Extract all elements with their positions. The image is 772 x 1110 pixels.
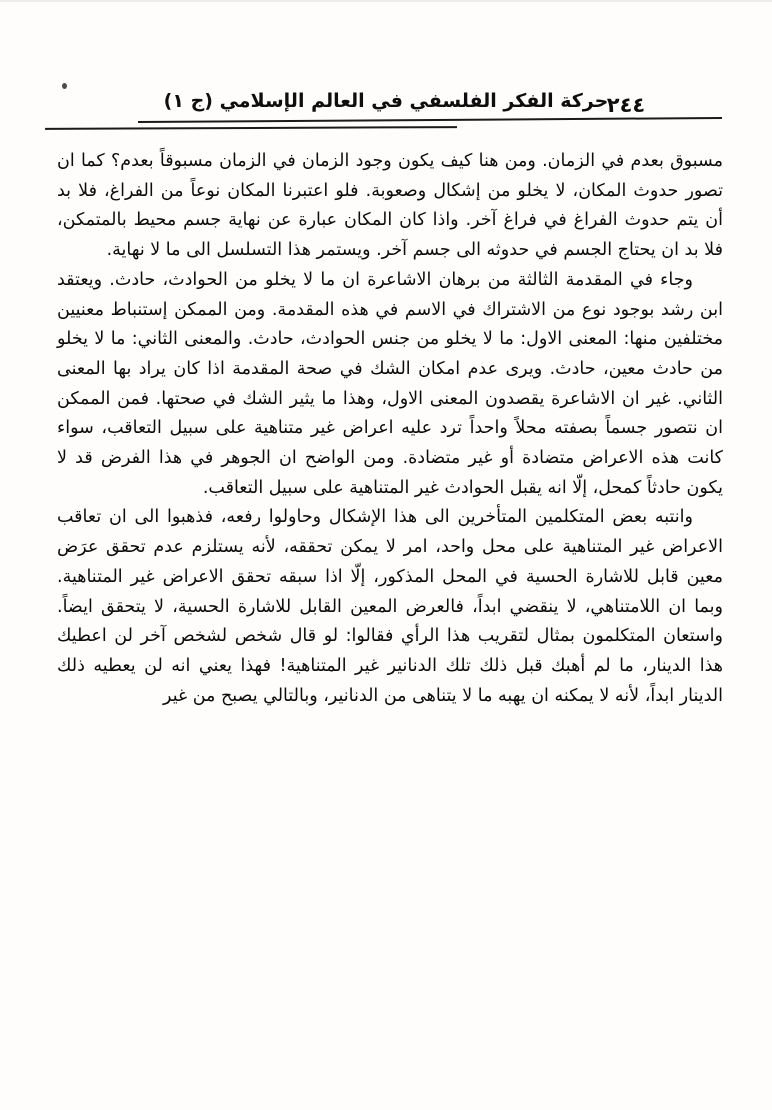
page-number: ٢٤٤ bbox=[606, 93, 646, 117]
header-rule-lower bbox=[45, 126, 457, 130]
scan-edge-artifact bbox=[0, 0, 772, 2]
paragraph-later-theologians: وانتبه بعض المتكلمين المتأخرين الى هذا الإشكال وحاولوا رفعه، فذهبوا الى ان تعاقب الاعراض غير المتناهية على محل واحد، امر لا يمكن تحققه، لأنه يستلزم عدم تحقق عرَض معين قابل للاشارة الحسية في المحل المذكور، إلّا اذا سبقه تحقق الاعراض غير المتناهية. وبما ان اللامتناهي، لا ينقضي ابداً، فالعرض المعين القابل للاشارة الحسية، لا يتحقق ايضاً. واستعان المتكلمون بمثال لتقريب هذا الرأي فقالوا: لو قال شخص لشخص آخر لن اعطيك هذا الدينار، ما لم أهبك قبل ذلك تلك الدنانير غير المتناهية! فهذا يعني انه لن يعطيه ذلك الدينار ابداً، لأنه لا يمكنه ان يهبه ما لا يتناهى من الدنانير، وبالتالي يصبح من غير bbox=[57, 507, 723, 706]
paragraph-continuation: مسبوق بعدم في الزمان. ومن هنا كيف يكون وجود الزمان في الزمان مسبوقاً بعدم؟ كما ان تصور حدوث المكان، لا يخلو من إشكال وصعوبة. فلو اعتبرنا المكان نوعاً من الفراغ، فلا بد أن يتم حدوث الفراغ في فراغ آخر. واذا كان المكان عبارة عن نهاية جسم محيط بالمتمكن، فلا بد ان يحتاج الجسم في حدوثه الى جسم آخر. ويستمر هذا التسلسل الى ما لا نهاية. bbox=[57, 151, 723, 261]
running-head-title: حركة الفكر الفلسفي في العالم الإسلامي (ج ١) bbox=[163, 90, 609, 112]
scan-artifact-speck bbox=[62, 83, 67, 89]
body-text bbox=[57, 147, 723, 711]
paragraph-third-premise: وجاء في المقدمة الثالثة من برهان الاشاعرة ان ما لا يخلو من الحوادث، حادث. ويعتقد ابن رشد بوجود نوع من الاشتراك في الاسم في هذه المقدمة. ومن الممكن إستنباط معنيين مختلفين منها: المعنى الاول: ما لا يخلو من جنس الحوادث، حادث. والمعنى الثاني: ما لا يخلو من حادث معين، حادث. ويرى عدم امكان الشك في صحة المقدمة اذا كان يراد بها المعنى الثاني. غير ان الاشاعرة يقصدون المعنى الاول، وهذا ما يثير الشك في صحتها. فمن الممكن ان نتصور جسماً بصفته محلاً واحداً ترد عليه اعراض غير متناهية على سبيل التعاقب، سواء كانت هذه الاعراض متضادة أو غير متضادة. ومن الواضح ان الجوهر في هذا الفرض قد لا يكون حادثاً كمحل، إلّا انه يقبل الحوادث غير المتناهية على سبيل التعاقب. bbox=[57, 269, 723, 498]
header-rule-upper bbox=[138, 117, 722, 123]
